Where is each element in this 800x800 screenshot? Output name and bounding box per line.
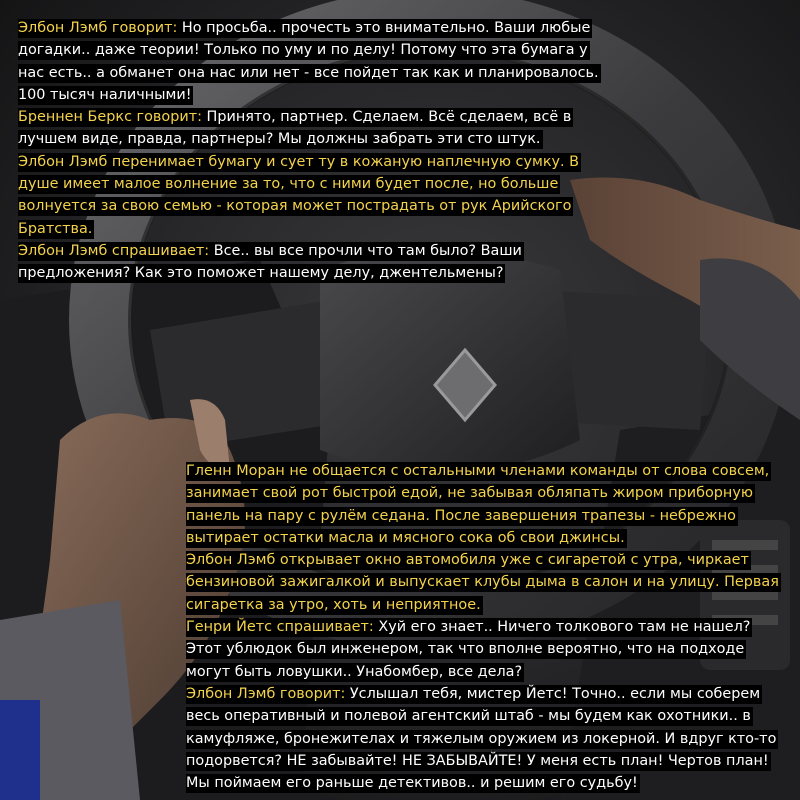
chat-speaker: Элбон Лэмб спрашивает:	[18, 242, 210, 259]
chat-log-bottom	[186, 460, 780, 794]
chat-text: Но просьба.. прочесть это внимательно. Ваши любые догадки.. даже теории! Только по уму и по делу! Потому что эта бумага у нас есть.. а обманет она нас или нет - все пойдет так как и планировалось. 100 тысяч наличными!	[18, 20, 599, 103]
chat-message	[18, 106, 618, 151]
chat-speaker: Элбон Лэмб говорит:	[18, 20, 178, 36]
chat-speaker: Бреннен Беркс говорит:	[18, 109, 202, 126]
chat-action-text: Гленн Моран не общается с остальными членами команды от слова совсем, занимает свой рот быстрой едой, не забывая обляпать жиром приборную панель на пару с рулём седана. После завершения трапезы - небрежно вытирает остатки масла и мясного сока об свои джинсы.	[186, 463, 770, 546]
chat-text: Хуй его знает.. Ничего толкового там не нашел? Этот ублюдок был инженером, так что вполне вероятно, что на подходе могут быть ловушки.. Унабомбер, все дела?	[186, 619, 751, 680]
chat-speaker: Генри Йетс спрашивает:	[186, 619, 374, 636]
chat-action-text: Элбон Лэмб открывает окно автомобиля уже с сигаретой с утра, чиркает бензиновой зажигалкой и выпускает клубы дыма в салон и на улицу. Первая сигаретка за утро, хоть и неприятное.	[186, 552, 779, 613]
chat-text: Все.. вы все прочли что там было? Ваши предложения? Как это поможет нашему делу, джентельмены?	[18, 242, 522, 282]
chat-action	[18, 151, 618, 240]
chat-message	[186, 616, 780, 683]
chat-action	[186, 460, 780, 549]
chat-message	[18, 240, 618, 285]
window-glare	[0, 700, 40, 800]
chat-message	[18, 17, 618, 106]
chat-text: Принято, партнер. Сделаем. Всё сделаем, всё в лучшем виде, правда, партнеры? Мы должны забрать эти сто штук.	[18, 109, 572, 148]
chat-speaker: Элбон Лэмб говорит:	[186, 685, 346, 702]
chat-message	[186, 683, 780, 794]
chat-action-text: Элбон Лэмб перенимает бумагу и сует ту в кожаную наплечную сумку. В душе имеет малое волнение за то, что с ними будет после, но больше волнуется за свою семью - которая может пострадать от рук Арийского Братства.	[18, 153, 580, 237]
chat-log-top	[18, 17, 618, 285]
chat-text: Услышал тебя, мистер Йетс! Точно.. если мы соберем весь оперативный и полевой агентский штаб - мы будем как охотники.. в камуфляже, бронежителах и тяжелым оружием из локерной. И вдруг кто-то подорвется? НЕ забывайте! НЕ ЗАБЫВАЙТЕ! У меня есть план! Чертов план! Мы поймаем его раньше детективов.. и решим его судьбу!	[186, 685, 777, 792]
chat-action	[186, 549, 780, 616]
